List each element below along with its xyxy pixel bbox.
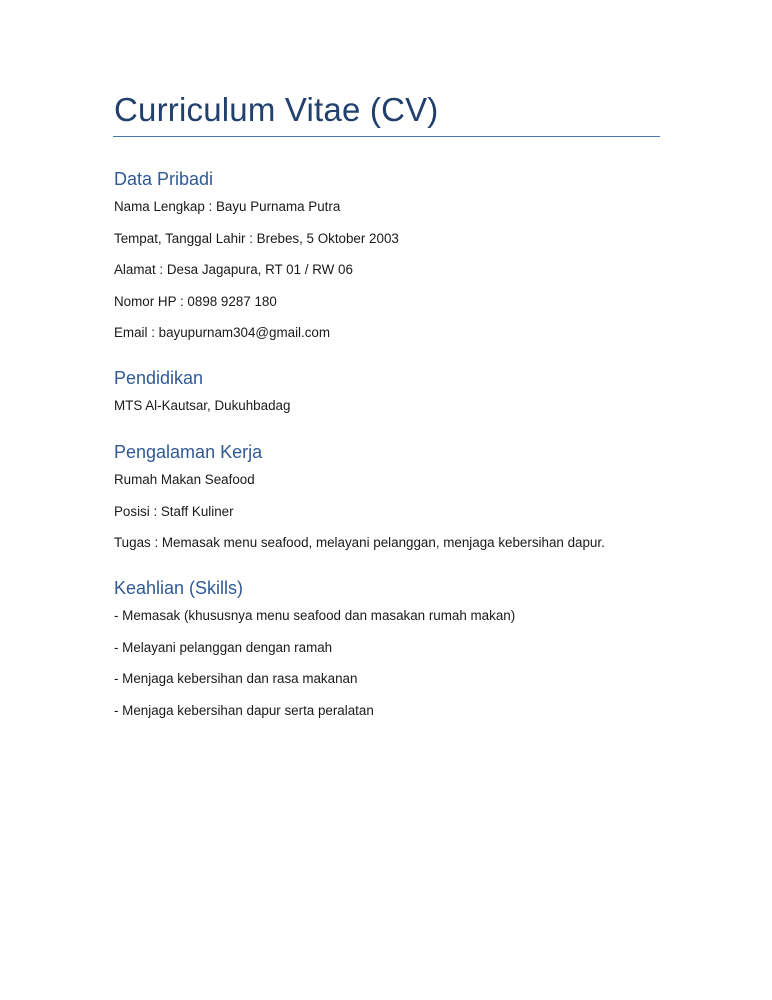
- skill-item: - Menjaga kebersihan dapur serta peralatan: [114, 702, 374, 718]
- skill-item: - Melayani pelanggan dengan ramah: [114, 639, 333, 655]
- skill-item: - Menjaga kebersihan dan rasa makanan: [114, 671, 358, 686]
- personal-address: Alamat : Desa Jagapura, RT 01 / RW 06: [114, 262, 353, 277]
- section-pengalaman-kerja: [113, 441, 660, 566]
- title-divider: [113, 136, 660, 137]
- work-position: Posisi : Staff Kuliner: [114, 503, 234, 519]
- section-pendidikan: [113, 367, 660, 429]
- section-heading-keahlian: Keahlian (Skills): [114, 578, 244, 598]
- work-duties: Tugas : Memasak menu seafood, melayani pelanggan, menjaga kebersihan dapur.: [114, 535, 605, 550]
- cv-page: [113, 88, 660, 718]
- section-keahlian: [113, 577, 660, 733]
- work-place: Rumah Makan Seafood: [114, 472, 255, 487]
- section-heading-pengalaman-kerja: Pengalaman Kerja: [114, 442, 263, 462]
- section-data-pribadi: [113, 168, 660, 356]
- section-heading-pendidikan: Pendidikan: [114, 368, 204, 388]
- section-heading-data-pribadi: Data Pribadi: [114, 169, 214, 189]
- personal-name: Nama Lengkap : Bayu Purnama Putra: [114, 199, 341, 214]
- personal-birth: Tempat, Tanggal Lahir : Brebes, 5 Oktober 2003: [114, 230, 399, 246]
- document-title: Curriculum Vitae (CV): [114, 91, 439, 128]
- education-item: MTS Al-Kautsar, Dukuhbadag: [114, 398, 291, 413]
- skill-item: - Memasak (khususnya menu seafood dan masakan rumah makan): [114, 608, 516, 623]
- personal-email: Email : bayupurnam304@gmail.com: [114, 325, 331, 340]
- personal-phone: Nomor HP : 0898 9287 180: [114, 293, 277, 309]
